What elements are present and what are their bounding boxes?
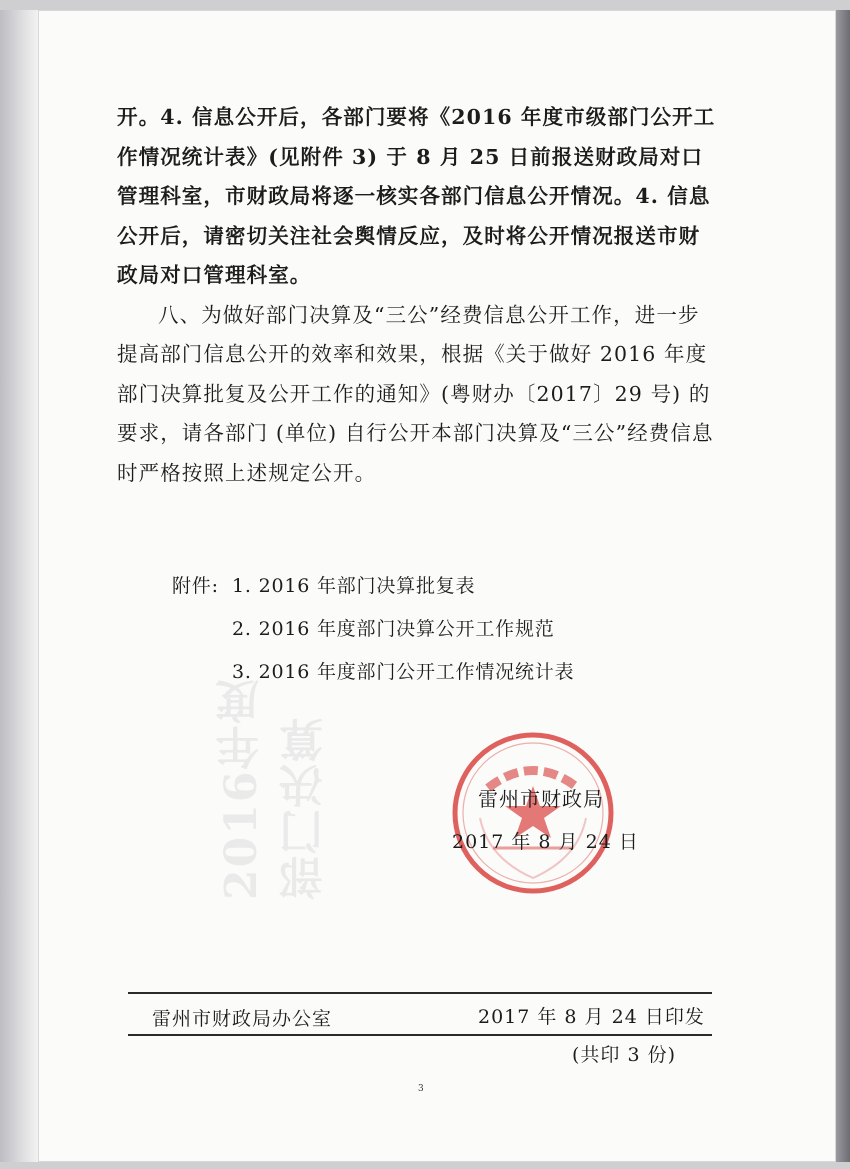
footer-top-rule [128,992,712,994]
footer-office: 雷州市财政局办公室 [152,1008,333,1030]
attachments-list [172,565,574,694]
footer-copies: (共印 3 份) [572,1044,676,1066]
signature-date: 2017 年 8 月 24 日 [452,831,639,853]
signature-org: 雷州市财政局 [478,787,604,811]
attachment-row [172,608,574,651]
scan-right-edge [836,10,850,1162]
official-seal-icon [448,728,618,898]
footer-print-date: 2017 年 8 月 24 日印发 [478,1006,705,1028]
paragraph-continued: 开。4. 信息公开后，各部门要将《2016 年度市级部门公开工作情况统计表》(见附件 3) 于 8 月 25 日前报送财政局对口管理科室，市财政局将逐一核实各部门信息公开情况。4. 信息公开后，请密切关注社会舆情反应，及时将公开情况报送市财政局对口管理科室。 [117,105,716,287]
page-number: 3 [418,1084,424,1094]
body-text [117,98,717,493]
scan-left-edge [0,10,38,1162]
paragraph-eight: 八、为做好部门决算及“三公”经费信息公开工作，进一步提高部门信息公开的效率和效果，根据《关于做好 2016 年度部门决算批复及公开工作的通知》(粤财办〔2017〕29 号) 的要求，请各部门 (单位) 自行公开本部门决算及“三公”经费信息时严格按照上述规定公开。 [117,302,714,485]
attachment-item-3: 3. 2016 年度部门公开工作情况统计表 [232,661,575,683]
footer-bottom-rule [128,1034,712,1036]
attachment-item-2: 2. 2016 年度部门决算公开工作规范 [232,618,555,640]
attachments-label: 附件: [172,575,219,597]
attachment-row [172,651,574,694]
attachment-row [172,565,574,608]
attachment-item-1: 1. 2016 年部门决算批复表 [232,575,476,597]
